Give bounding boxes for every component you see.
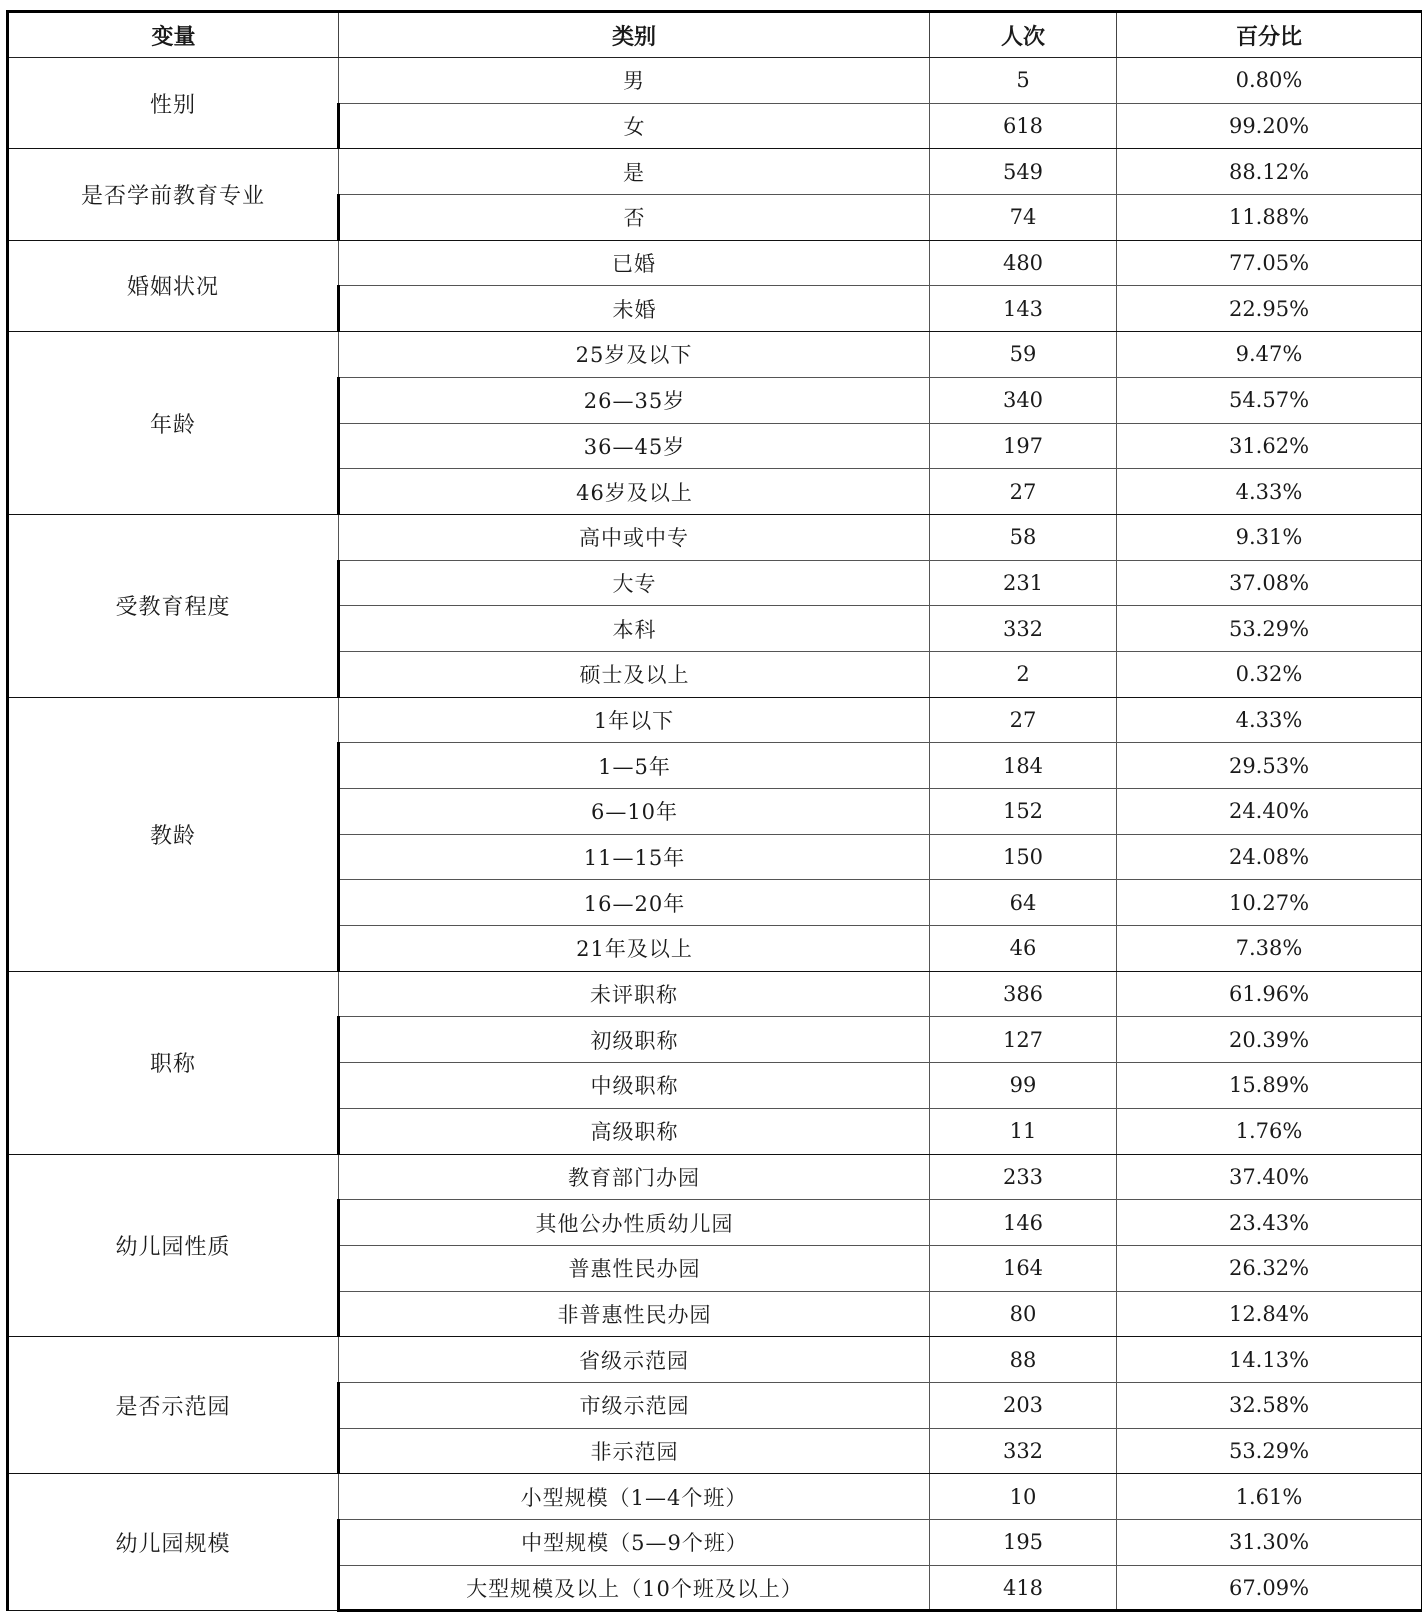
table-row: [8, 1474, 1422, 1520]
count-cell: 27: [930, 697, 1117, 743]
category-cell: 小型规模（1—4个班）: [339, 1474, 930, 1520]
header-row: [8, 12, 1422, 58]
category-cell: 硕士及以上: [339, 651, 930, 697]
table-row: [8, 971, 1422, 1017]
count-cell: 143: [930, 286, 1117, 332]
percent-cell: 99.20%: [1117, 103, 1422, 149]
header-percent: 百分比: [1117, 12, 1422, 58]
percent-cell: 24.08%: [1117, 834, 1422, 880]
percent-cell: 29.53%: [1117, 743, 1422, 789]
count-cell: 80: [930, 1291, 1117, 1337]
percent-cell: 22.95%: [1117, 286, 1422, 332]
variable-cell: 婚姻状况: [8, 240, 339, 331]
percent-cell: 9.47%: [1117, 332, 1422, 378]
count-cell: 549: [930, 149, 1117, 195]
count-cell: 11: [930, 1108, 1117, 1154]
percent-cell: 23.43%: [1117, 1200, 1422, 1246]
percent-cell: 37.40%: [1117, 1154, 1422, 1200]
category-cell: 高级职称: [339, 1108, 930, 1154]
table-row: [8, 58, 1422, 104]
percent-cell: 32.58%: [1117, 1382, 1422, 1428]
category-cell: 1—5年: [339, 743, 930, 789]
count-cell: 46: [930, 926, 1117, 972]
category-cell: 是: [339, 149, 930, 195]
category-cell: 未评职称: [339, 971, 930, 1017]
count-cell: 59: [930, 332, 1117, 378]
category-cell: 6—10年: [339, 789, 930, 835]
category-cell: 中型规模（5—9个班）: [339, 1520, 930, 1566]
percent-cell: 14.13%: [1117, 1337, 1422, 1383]
percent-cell: 24.40%: [1117, 789, 1422, 835]
count-cell: 386: [930, 971, 1117, 1017]
category-cell: 已婚: [339, 240, 930, 286]
count-cell: 184: [930, 743, 1117, 789]
table-row: [8, 514, 1422, 560]
variable-cell: 受教育程度: [8, 514, 339, 697]
table-row: [8, 1154, 1422, 1200]
variable-cell: 幼儿园性质: [8, 1154, 339, 1337]
table-body: [8, 58, 1422, 1611]
category-cell: 市级示范园: [339, 1382, 930, 1428]
count-cell: 64: [930, 880, 1117, 926]
category-cell: 11—15年: [339, 834, 930, 880]
category-cell: 26—35岁: [339, 377, 930, 423]
count-cell: 2: [930, 651, 1117, 697]
percent-cell: 9.31%: [1117, 514, 1422, 560]
count-cell: 418: [930, 1565, 1117, 1611]
count-cell: 340: [930, 377, 1117, 423]
count-cell: 27: [930, 469, 1117, 515]
category-cell: 教育部门办园: [339, 1154, 930, 1200]
count-cell: 10: [930, 1474, 1117, 1520]
count-cell: 203: [930, 1382, 1117, 1428]
percent-cell: 20.39%: [1117, 1017, 1422, 1063]
category-cell: 16—20年: [339, 880, 930, 926]
category-cell: 36—45岁: [339, 423, 930, 469]
percent-cell: 12.84%: [1117, 1291, 1422, 1337]
percent-cell: 4.33%: [1117, 697, 1422, 743]
percent-cell: 26.32%: [1117, 1245, 1422, 1291]
count-cell: 152: [930, 789, 1117, 835]
category-cell: 其他公办性质幼儿园: [339, 1200, 930, 1246]
percent-cell: 53.29%: [1117, 1428, 1422, 1474]
category-cell: 男: [339, 58, 930, 104]
header-category: 类别: [339, 12, 930, 58]
percent-cell: 53.29%: [1117, 606, 1422, 652]
table-row: [8, 697, 1422, 743]
category-cell: 中级职称: [339, 1063, 930, 1109]
count-cell: 233: [930, 1154, 1117, 1200]
category-cell: 女: [339, 103, 930, 149]
category-cell: 非普惠性民办园: [339, 1291, 930, 1337]
percent-cell: 31.30%: [1117, 1520, 1422, 1566]
variable-cell: 是否学前教育专业: [8, 149, 339, 240]
category-cell: 否: [339, 195, 930, 241]
percent-cell: 1.61%: [1117, 1474, 1422, 1520]
count-cell: 195: [930, 1520, 1117, 1566]
count-cell: 58: [930, 514, 1117, 560]
percent-cell: 54.57%: [1117, 377, 1422, 423]
percent-cell: 67.09%: [1117, 1565, 1422, 1611]
percent-cell: 10.27%: [1117, 880, 1422, 926]
percent-cell: 77.05%: [1117, 240, 1422, 286]
table-row: [8, 332, 1422, 378]
count-cell: 88: [930, 1337, 1117, 1383]
header-variable: 变量: [8, 12, 339, 58]
percent-cell: 4.33%: [1117, 469, 1422, 515]
count-cell: 74: [930, 195, 1117, 241]
demographics-table: [6, 10, 1422, 1612]
category-cell: 高中或中专: [339, 514, 930, 560]
category-cell: 普惠性民办园: [339, 1245, 930, 1291]
category-cell: 本科: [339, 606, 930, 652]
percent-cell: 0.80%: [1117, 58, 1422, 104]
variable-cell: 职称: [8, 971, 339, 1154]
percent-cell: 31.62%: [1117, 423, 1422, 469]
category-cell: 21年及以上: [339, 926, 930, 972]
category-cell: 大专: [339, 560, 930, 606]
category-cell: 初级职称: [339, 1017, 930, 1063]
document-page: [6, 10, 1421, 1612]
table-row: [8, 240, 1422, 286]
table-row: [8, 1337, 1422, 1383]
percent-cell: 15.89%: [1117, 1063, 1422, 1109]
variable-cell: 性别: [8, 58, 339, 149]
variable-cell: 年龄: [8, 332, 339, 515]
table-header: [8, 12, 1422, 58]
percent-cell: 61.96%: [1117, 971, 1422, 1017]
count-cell: 231: [930, 560, 1117, 606]
category-cell: 省级示范园: [339, 1337, 930, 1383]
variable-cell: 幼儿园规模: [8, 1474, 339, 1611]
percent-cell: 88.12%: [1117, 149, 1422, 195]
percent-cell: 1.76%: [1117, 1108, 1422, 1154]
category-cell: 未婚: [339, 286, 930, 332]
category-cell: 25岁及以下: [339, 332, 930, 378]
count-cell: 164: [930, 1245, 1117, 1291]
count-cell: 150: [930, 834, 1117, 880]
header-count: 人次: [930, 12, 1117, 58]
count-cell: 146: [930, 1200, 1117, 1246]
percent-cell: 0.32%: [1117, 651, 1422, 697]
percent-cell: 7.38%: [1117, 926, 1422, 972]
category-cell: 46岁及以上: [339, 469, 930, 515]
percent-cell: 37.08%: [1117, 560, 1422, 606]
count-cell: 197: [930, 423, 1117, 469]
count-cell: 99: [930, 1063, 1117, 1109]
category-cell: 大型规模及以上（10个班及以上）: [339, 1565, 930, 1611]
count-cell: 618: [930, 103, 1117, 149]
category-cell: 非示范园: [339, 1428, 930, 1474]
count-cell: 332: [930, 606, 1117, 652]
table-row: [8, 149, 1422, 195]
count-cell: 127: [930, 1017, 1117, 1063]
percent-cell: 11.88%: [1117, 195, 1422, 241]
count-cell: 5: [930, 58, 1117, 104]
variable-cell: 是否示范园: [8, 1337, 339, 1474]
count-cell: 332: [930, 1428, 1117, 1474]
category-cell: 1年以下: [339, 697, 930, 743]
count-cell: 480: [930, 240, 1117, 286]
variable-cell: 教龄: [8, 697, 339, 971]
